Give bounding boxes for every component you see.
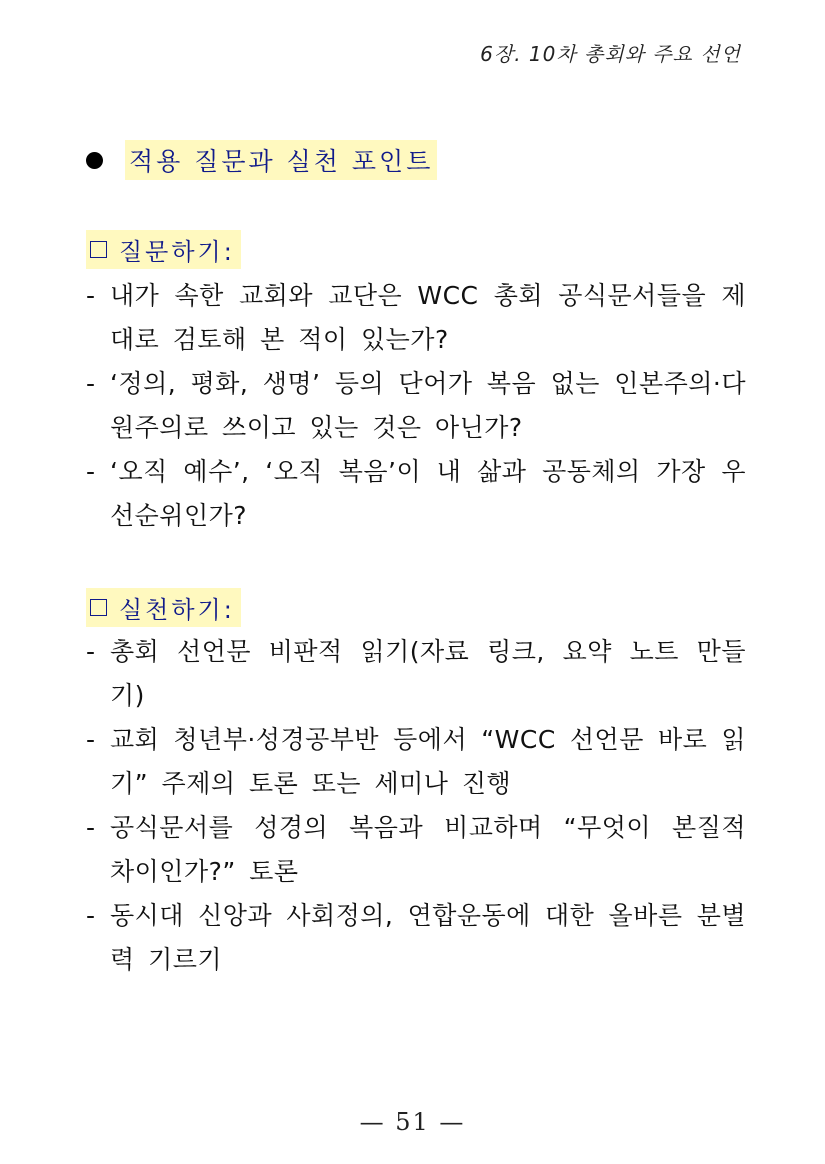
list-item: - ‘정의, 평화, 생명’ 등의 단어가 복음 없는 인본주의·다원주의로 쓰이고 있는 것은 아닌가? — [86, 369, 746, 442]
practice-label — [86, 588, 241, 627]
running-header: 6장. 10차 총회와 주요 선언 — [480, 42, 741, 66]
list-item: - 총회 선언문 비판적 읽기(자료 링크, 요약 노트 만들기) — [86, 637, 746, 710]
list-item: - ‘오직 예수’, ‘오직 복음’이 내 삶과 공동체의 가장 우선순위인가? — [86, 457, 746, 530]
list-item: - 동시대 신앙과 사회정의, 연합운동에 대한 올바른 분별력 기르기 — [86, 901, 746, 974]
checkbox-icon — [90, 241, 107, 258]
practice-label-text: 실천하기: — [119, 596, 235, 624]
list-item: - 교회 청년부·성경공부반 등에서 “WCC 선언문 바로 읽기” 주제의 토론 또는 세미나 진행 — [86, 725, 746, 798]
questions-list — [86, 274, 746, 538]
questions-label-text: 질문하기: — [119, 238, 235, 266]
list-item: - 공식문서를 성경의 복음과 비교하며 “무엇이 본질적 차이인가?” 토론 — [86, 813, 746, 886]
questions-label — [86, 230, 241, 269]
checkbox-icon — [90, 599, 107, 616]
list-item: - 내가 속한 교회와 교단은 WCC 총회 공식문서들을 제대로 검토해 본 적이 있는가? — [86, 281, 746, 354]
practice-list — [86, 630, 746, 982]
bullet-icon — [86, 152, 103, 169]
main-heading — [86, 140, 437, 180]
page-number: — 51 — — [359, 1108, 466, 1136]
main-heading-text: 적용 질문과 실천 포인트 — [125, 140, 437, 180]
